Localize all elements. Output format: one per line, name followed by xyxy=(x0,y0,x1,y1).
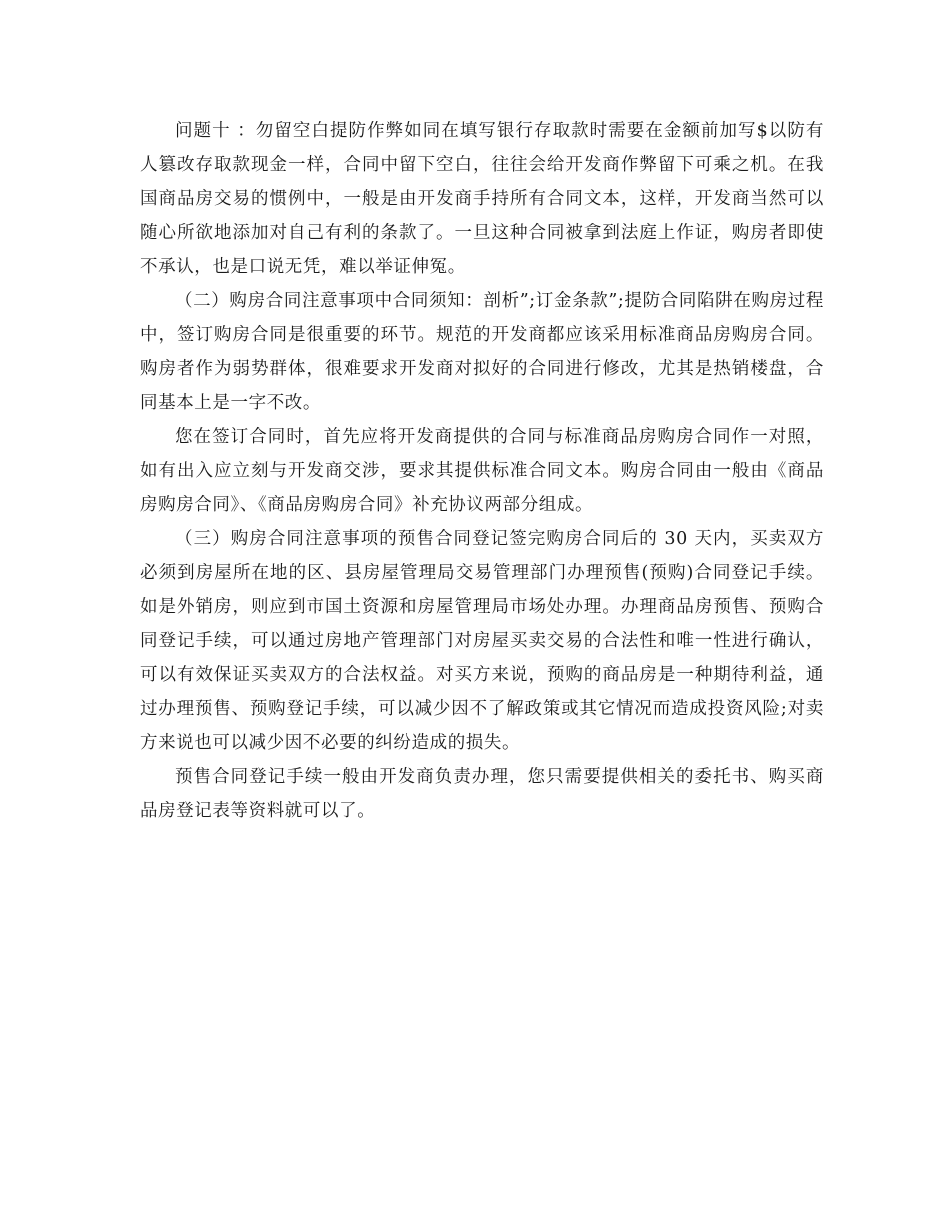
paragraph-4: （三）购房合同注意事项的预售合同登记签完购房合同后的 30 天内，买卖双方必须到房屋所在地的区、县房屋管理局交易管理部门办理预售(预购)合同登记手续。如是外销房，则应到市国土资源和房屋管理局市场处办理。办理商品房预售、预购合同登记手续，可以通过房地产管理部门对房屋买卖交易的合法性和唯一性进行确认，可以有效保证买卖双方的合法权益。对买方来说，预购的商品房是一种期待利益，通过办理预售、预购登记手续，可以减少因不了解政策或其它情况而造成投资风险;对卖方来说也可以减少因不必要的纠纷造成的损失。 xyxy=(140,529,824,753)
paragraph-5: 预售合同登记手续一般由开发商负责办理，您只需要提供相关的委托书、购买商品房登记表等资料就可以了。 xyxy=(140,767,824,821)
document-body xyxy=(140,114,824,828)
paragraph-1: 问题十 ：勿留空白提防作弊如同在填写银行存取款时需要在金额前加写$以防有人篡改存取款现金一样，合同中留下空白，往往会给开发商作弊留下可乘之机。在我国商品房交易的惯例中，一般是由开发商手持所有合同文本，这样，开发商当然可以随心所欲地添加对自己有利的条款了。一旦这种合同被拿到法庭上作证，购房者即使不承认，也是口说无凭，难以举证伸冤。 xyxy=(140,121,824,277)
paragraph-2: （二）购房合同注意事项中合同须知：剖析”;订金条款”;提防合同陷阱在购房过程中，签订购房合同是很重要的环节。规范的开发商都应该采用标准商品房购房合同。购房者作为弱势群体，很难要求开发商对拟好的合同进行修改，尤其是热销楼盘，合同基本上是一字不改。 xyxy=(140,291,824,413)
paragraph-3: 您在签订合同时，首先应将开发商提供的合同与标准商品房购房合同作一对照，如有出入应立刻与开发商交涉，要求其提供标准合同文本。购房合同由一般由《商品房购房合同》、《商品房购房合同》补充协议两部分组成。 xyxy=(140,427,824,515)
